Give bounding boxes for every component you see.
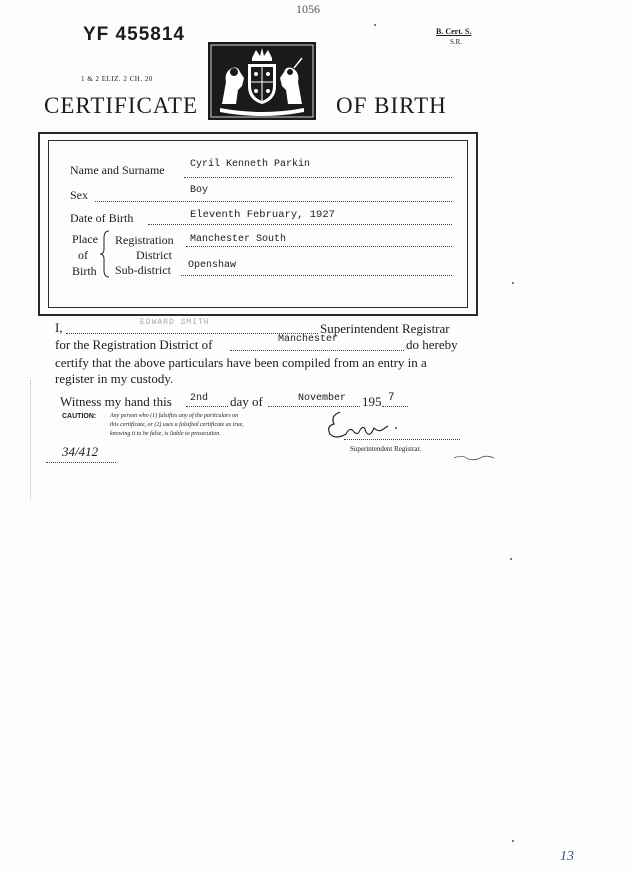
registrar-signature-icon — [322, 408, 412, 447]
registrar-stamp: EDWARD SMITH — [140, 318, 210, 327]
sub-district-label: Sub-district — [115, 263, 171, 277]
for-district-label: for the Registration District of — [55, 337, 213, 352]
custody-line: register in my custody. — [55, 371, 174, 386]
dob-value: Eleventh February, 1927 — [190, 209, 335, 221]
sex-value: Boy — [190, 185, 209, 196]
pen-mark-icon — [452, 449, 496, 467]
caution-text-3: knowing it to be false, is liable to prosecution. — [110, 431, 221, 437]
scan-mark — [374, 24, 376, 26]
name-value: Cyril Kenneth Parkin — [190, 159, 311, 170]
certify-line: certify that the above particulars have been compiled from an entry in a — [55, 355, 427, 370]
place-label-1: Place — [72, 232, 98, 246]
witness-label: Witness my hand this — [60, 394, 172, 409]
dob-label: Date of Birth — [70, 211, 134, 225]
cert-code: B. Cert. S. — [436, 27, 472, 36]
caution-text-2: this certificate, or (2) uses a falsified certificate as true, — [110, 422, 244, 428]
brace-icon — [100, 230, 110, 283]
sub-district-value: Openshaw — [188, 260, 237, 271]
reg-district-label-1: Registration — [115, 233, 174, 247]
title-certificate: CERTIFICATE — [44, 93, 199, 118]
ref-number: 34/412 — [62, 444, 99, 459]
month-value: November — [298, 393, 347, 404]
top-number: 1056 — [296, 2, 320, 16]
cert-code-sub: S.R. — [450, 38, 463, 46]
scan-mark — [510, 558, 512, 560]
left-edge-rule — [30, 380, 31, 500]
i-label: I, — [55, 320, 63, 335]
scan-mark — [512, 282, 514, 284]
act-reference: 1 & 2 ELIZ. 2 CH. 20 — [81, 75, 153, 83]
do-hereby-label: do hereby — [406, 337, 458, 352]
signature-caption: Superintendent Registrar. — [350, 445, 422, 453]
coat-of-arms-icon — [208, 42, 316, 120]
place-label-3: Birth — [72, 264, 97, 278]
sex-label: Sex — [70, 188, 88, 202]
reg-district-value: Manchester South — [190, 234, 287, 245]
district-value: Manchester — [278, 334, 339, 345]
superintendent-label: Superintendent Registrar — [320, 321, 450, 336]
year-digit: 7 — [388, 392, 395, 404]
title-of-birth: OF BIRTH — [336, 93, 447, 118]
scan-mark — [512, 840, 514, 842]
reg-district-label-2: District — [136, 248, 172, 262]
day-value: 2nd — [190, 393, 209, 404]
year-prefix: 195 — [362, 394, 382, 409]
name-label: Name and Surname — [70, 163, 165, 177]
place-label-2: of — [78, 248, 88, 262]
margin-note: 13 — [560, 849, 574, 864]
day-of-label: day of — [230, 394, 263, 409]
serial-number: YF 455814 — [83, 24, 185, 45]
caution-text-1: Any person who (1) falsifies any of the particulars on — [110, 413, 239, 419]
caution-label: CAUTION: — [62, 413, 97, 420]
